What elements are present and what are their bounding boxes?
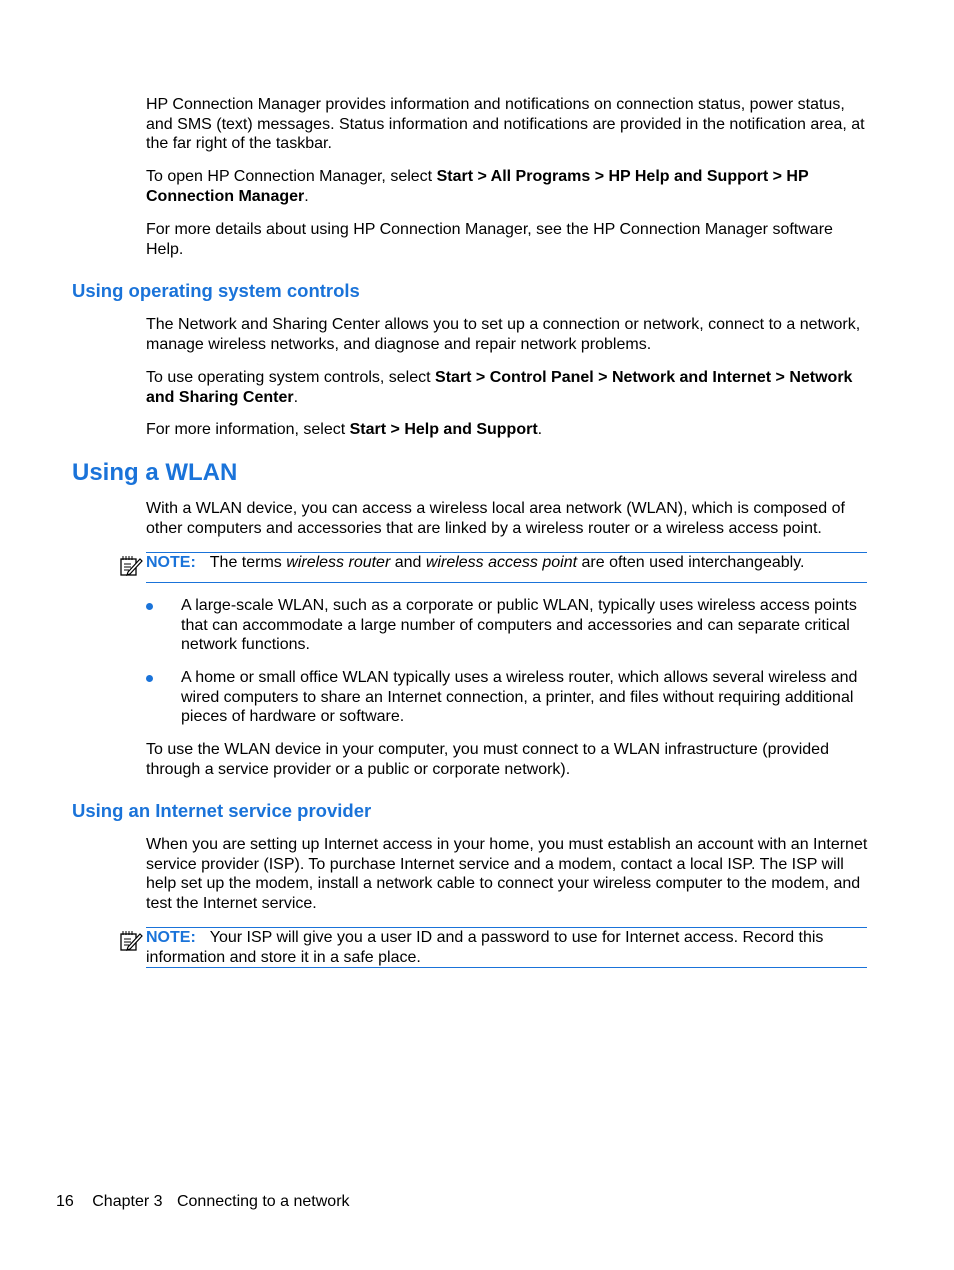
os-p3-end: . (537, 421, 543, 438)
heading-using-a-wlan: Using a WLAN (72, 459, 238, 486)
page-number: 16 (56, 1193, 74, 1210)
bullet-icon (146, 675, 153, 682)
bullet-text: A large-scale WLAN, such as a corporate or public WLAN, typically uses wireless access points that can accommodate a large number of computers and accessories and can separate critical network functions. (181, 597, 857, 653)
bullet-text: A home or small office WLAN typically uses a wireless router, which allows several wireless and wired computers to share an Internet connection, a printer, and files without requiring additional pieces of hardware or software. (181, 669, 858, 725)
os-paragraph-1: The Network and Sharing Center allows you to set up a connection or network, connect to a network, manage wireless networks, and diagnose and repair network problems. (146, 316, 861, 353)
note-text-pre: The terms (209, 554, 287, 571)
intro-paragraph-2 (146, 167, 868, 206)
intro-p2-menu-path: Start > All Programs > HP Help and Support > HP Connection Manager (146, 168, 809, 205)
note-text-mid: and (390, 554, 426, 571)
note-label: NOTE: (146, 554, 196, 571)
note-text: Your ISP will give you a user ID and a password to use for Internet access. Record this information and store it in a safe place. (146, 929, 824, 966)
os-p2-end: . (293, 388, 299, 406)
intro-paragraph-3: For more details about using HP Connection Manager, see the HP Connection Manager software Help. (146, 221, 833, 258)
isp-note-text (146, 928, 867, 967)
heading-internet-service-provider: Using an Internet service provider (72, 800, 372, 821)
page-footer (56, 1192, 364, 1211)
os-p3-menu-path: Start > Help and Support (349, 421, 538, 438)
os-p2-menu-path: Start > Control Panel > Network and Internet > Network and Sharing Center (146, 369, 853, 406)
chapter-title: Connecting to a network (176, 1193, 350, 1210)
isp-paragraph-1: When you are setting up Internet access in your home, you must establish an account with an Internet service provider (ISP). To purchase Internet service and a modem, contact a local ISP. The ISP will help set up the modem, install a network cable to connect your wireless computer to the modem, and test the Internet service. (146, 836, 868, 912)
note-term-wireless-access-point: wireless access point (425, 554, 578, 571)
note-label: NOTE: (146, 929, 196, 946)
heading-operating-system-controls: Using operating system controls (72, 280, 360, 301)
os-p3-text: For more information, select (146, 421, 350, 438)
note-text-post: are often used interchangeably. (577, 554, 805, 571)
note-icon (119, 930, 143, 952)
wlan-note-text (146, 553, 867, 573)
intro-p2-text: To open HP Connection Manager, select (146, 168, 437, 185)
list-item (146, 596, 868, 656)
wlan-note (146, 552, 867, 583)
bullet-icon (146, 603, 153, 610)
os-paragraph-2 (146, 368, 868, 407)
intro-paragraph-1: HP Connection Manager provides information and notifications on connection status, power status, and SMS (text) messages. Status information and notifications are provided in the notification area, at the far right of the taskbar. (146, 96, 865, 152)
list-item (146, 668, 868, 728)
isp-note (146, 927, 867, 968)
note-term-wireless-router: wireless router (286, 554, 391, 571)
chapter-label: Chapter 3 (92, 1193, 163, 1210)
intro-p2-end: . (304, 187, 309, 205)
note-icon (119, 555, 143, 577)
os-paragraph-3 (146, 420, 868, 440)
wlan-paragraph-2: To use the WLAN device in your computer, you must connect to a WLAN infrastructure (provided through a service provider or a public or corporate network). (146, 741, 829, 778)
os-p2-text: To use operating system controls, select (146, 369, 436, 386)
wlan-paragraph-1: With a WLAN device, you can access a wireless local area network (WLAN), which is composed of other computers and accessories that are linked by a wireless router or a wireless access point. (146, 500, 845, 537)
